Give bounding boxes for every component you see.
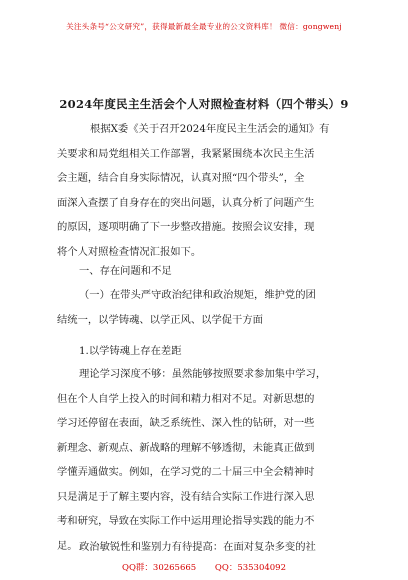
item-line: 学习还停留在表面，缺乏系统性、深入性的钻研，对一些 [57,417,315,429]
intro-line: 根据X委《关于召开2024年度民主生活会的通知》有 [90,123,330,135]
item-heading: 1.以学铸魂上存在差距 [79,345,182,357]
intro-paragraph-cont [57,142,357,265]
intro-line: 会主题，结合自身实际情况，认真对照“四个带头”，全 [57,172,305,184]
promo-banner: 关注头条号“公文研究”，获得最新最全最专业的公文资料库！ 微信：gongwenj [66,22,342,31]
item-paragraph-cont [57,387,357,559]
item-line: 考和研究，导致在实际工作中运用理论指导实践的能力不 [57,515,315,527]
intro-line: 面深入查摆了自身存在的突出问题，认真分析了问题产生 [57,196,315,209]
last-line: 政治敏锐性和鉴别力有待提高：在面对复杂多变的社 [79,541,316,553]
last-paragraph [79,535,379,560]
item-line: 但在个人自学上投入的时间和精力相对不足。对新思想的 [57,392,315,405]
intro-line: 关要求和局党组相关工作部署，我紧紧围绕本次民主生活 [57,147,315,160]
qq-label: QQ：535304092 [214,563,286,573]
item-line: 理论学习深度不够：虽然能够按照要求参加集中学习， [79,368,327,380]
item-line: 足。 [57,539,78,552]
intro-paragraph [90,117,380,142]
qq-group-label: QQ群：30265665 [121,563,197,573]
item-paragraph [79,362,379,387]
subsection-heading-cont [57,308,357,333]
subsection-heading [79,283,379,308]
subsection-line: （一）在带头严守政治纪律和政治规矩，维护党的团 [79,289,316,301]
item-line: 新理念、新观点、新战略的理解不够透彻，未能真正做到 [57,441,315,454]
intro-line: 的原因，逐项明确了下一步整改措施。按照会议安排，现 [57,221,315,233]
intro-line: 将个人对照检查情况汇报如下。 [57,245,202,258]
section-heading: 一、存在问题和不足 [79,265,172,277]
subsection-line: 结统一，以学铸魂、以学正风、以学促干方面 [57,313,263,326]
document-title: 2024年度民主生活会个人对照检查材料（四个带头）9 [59,97,349,111]
item-line: 学懂弄通做实。例如，在学习党的二十届三中全会精神时 [57,466,315,478]
item-line: 只是满足于了解主要内容，没有结合实际工作进行深入思 [57,490,315,503]
footer-contact [0,561,408,573]
